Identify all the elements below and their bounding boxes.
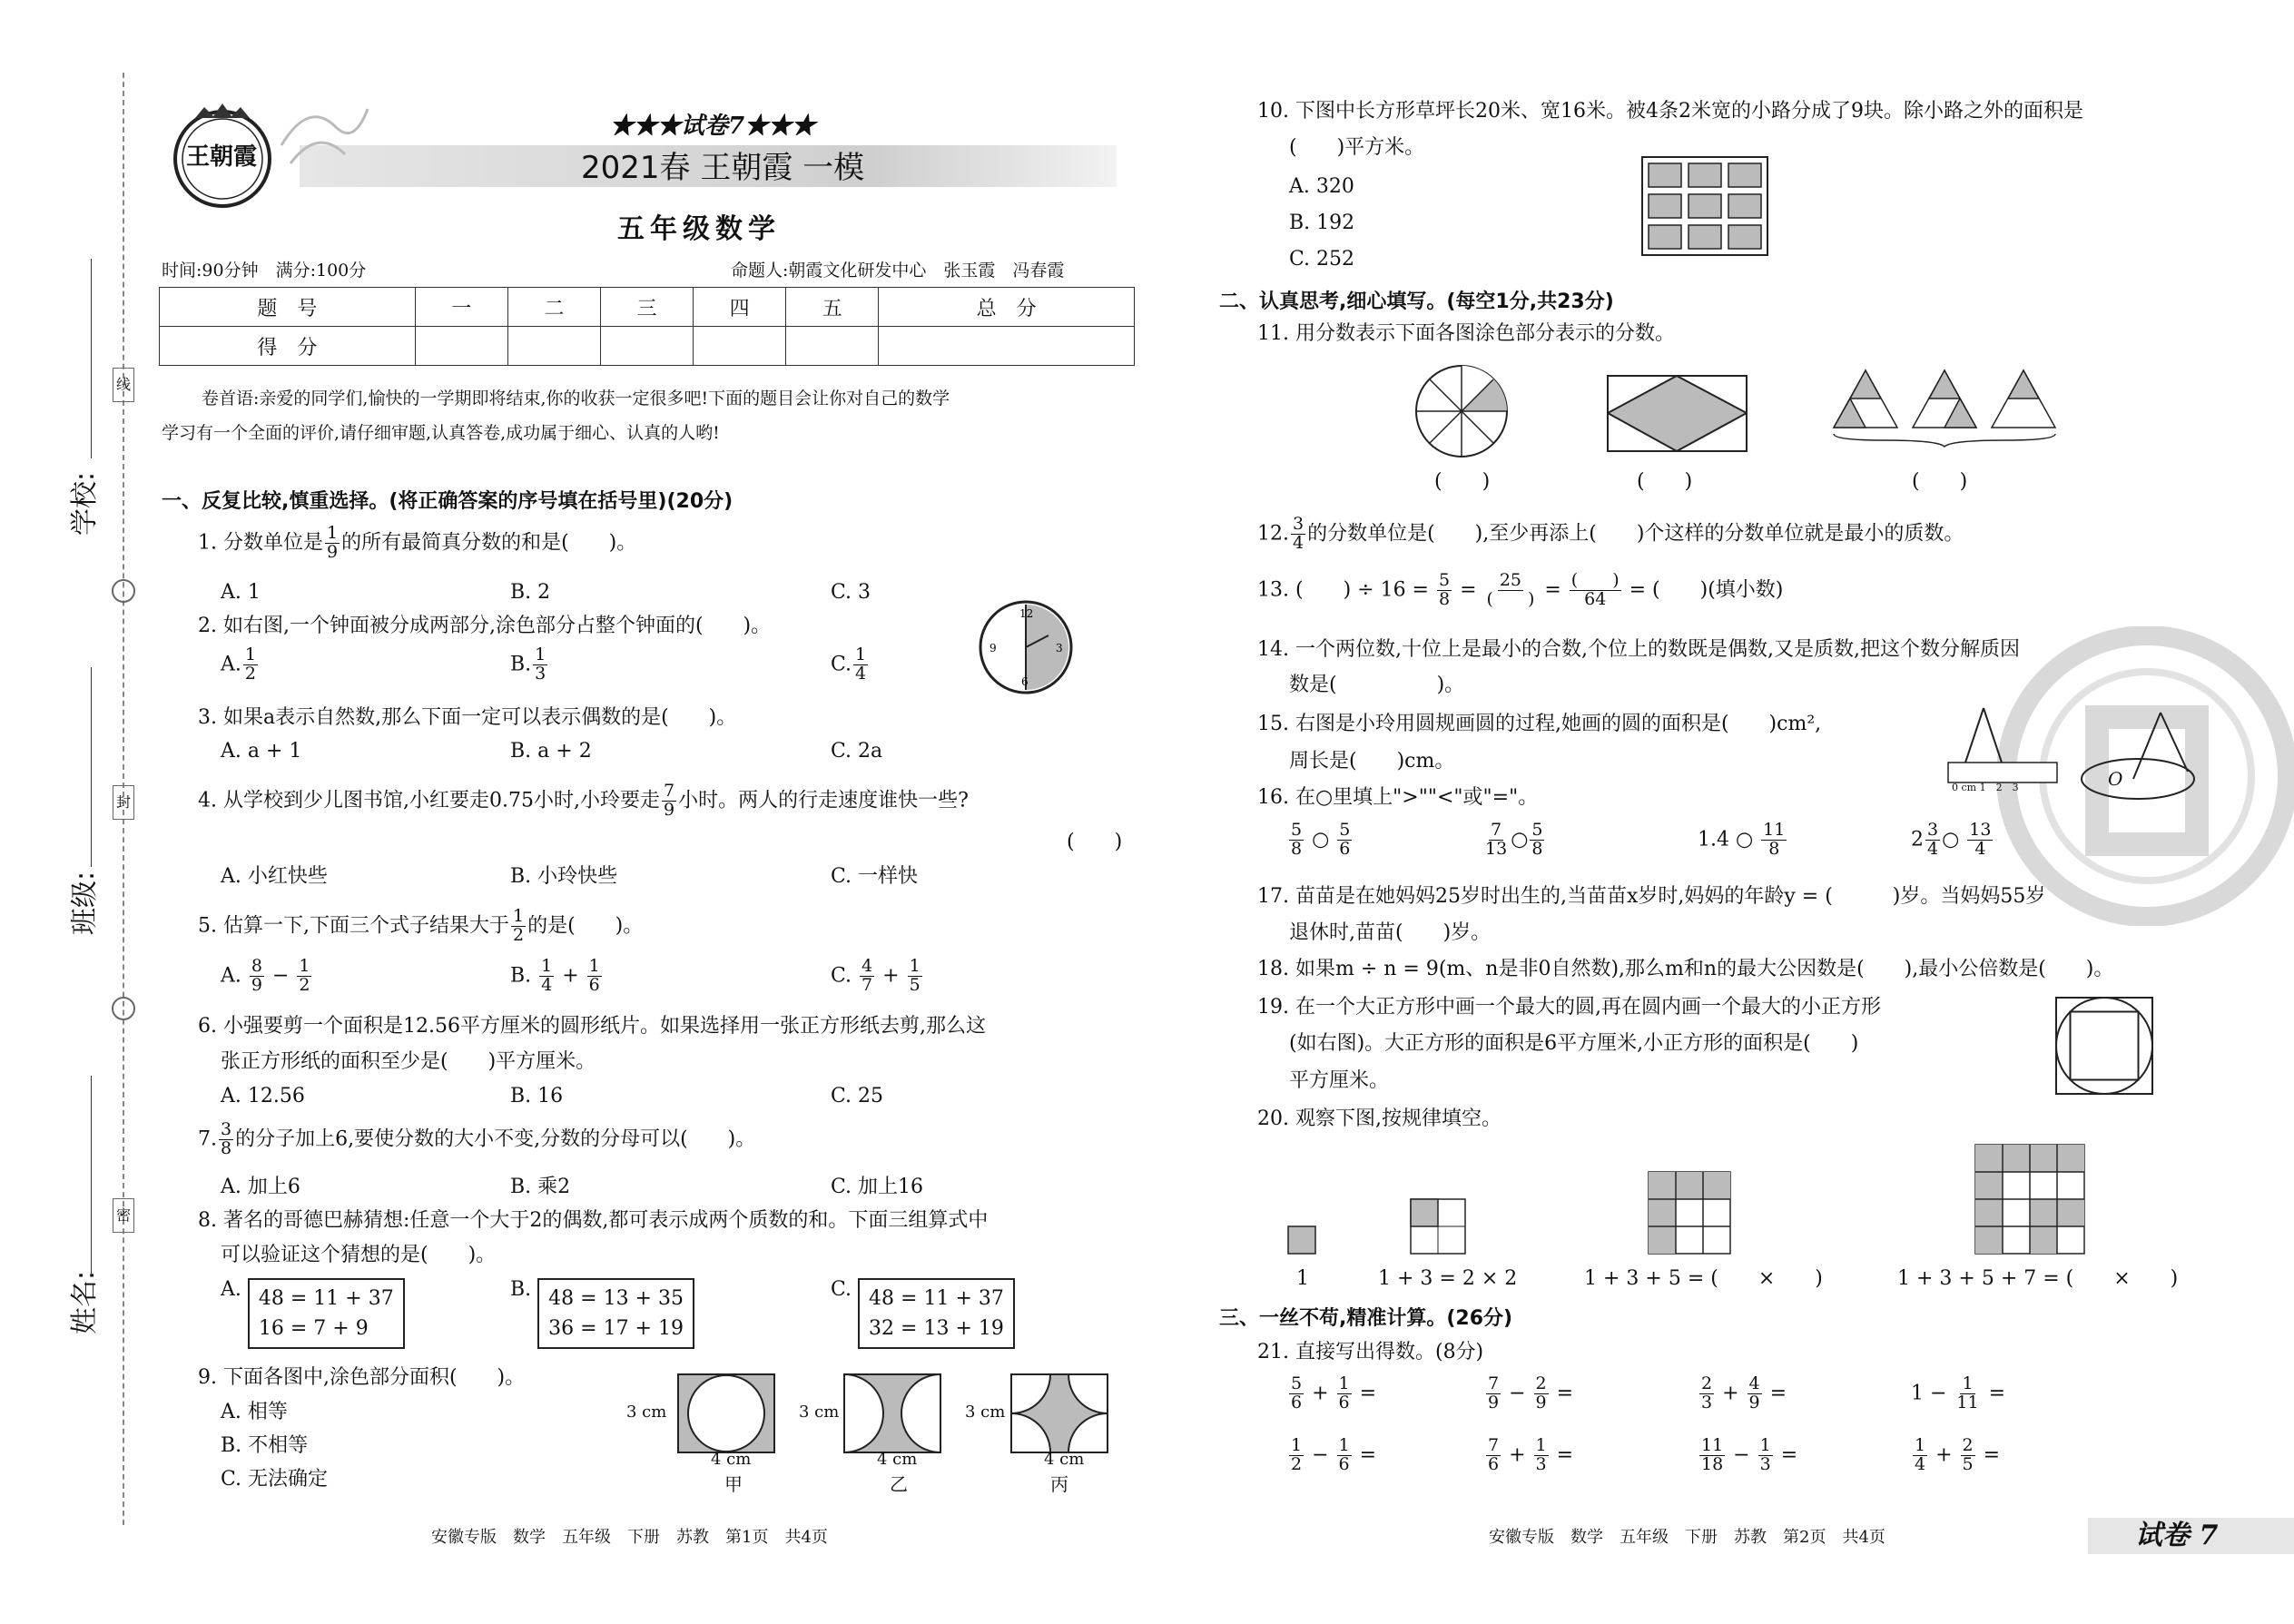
- class-label: 班级:: [69, 871, 101, 935]
- bind-mark-feng: 封: [113, 785, 134, 820]
- time-info: 时间:90分钟 满分:100分: [162, 261, 367, 281]
- pattern-label[interactable]: 1 + 3 + 5 = ( × ): [1584, 1267, 1823, 1290]
- q14-line: 14. 一个两位数,十位上是最小的合数,个位上的数既是偶数,又是质数,把这个数分解质因: [1257, 638, 2020, 661]
- fig-height-label: 3 cm: [965, 1403, 1006, 1422]
- calc-item[interactable]: $\frac{1}{2}$ − $\frac{1}{6}$ =: [1291, 1435, 1377, 1474]
- q16-compare-1[interactable]: $\frac{5}{8}$ ○ $\frac{5}{6}$: [1291, 820, 1351, 859]
- score-head: 五: [786, 288, 879, 327]
- q19-line: 平方厘米。: [1289, 1069, 1390, 1092]
- q5-option-c[interactable]: C. $\frac{4}{7}$ + $\frac{1}{5}$: [831, 956, 921, 995]
- pattern-figure-3: [1648, 1171, 1731, 1255]
- score-cell[interactable]: [879, 327, 1135, 366]
- clock-icon: [976, 597, 1076, 697]
- figure-yi: [842, 1373, 942, 1454]
- school-label: 学校:: [69, 471, 101, 536]
- footer-right: 安徽专版 数学 五年级 下册 苏教 第2页 共4页: [1489, 1528, 1885, 1547]
- q15-line: 15. 右图是小玲用圆规画圆的过程,她画的圆的面积是( )cm²,: [1257, 713, 1822, 735]
- footer-left: 安徽专版 数学 五年级 下册 苏教 第1页 共4页: [431, 1528, 828, 1547]
- score-cell[interactable]: [415, 327, 507, 366]
- name-blank[interactable]: [91, 1076, 92, 1275]
- school-blank[interactable]: [91, 259, 92, 458]
- q10-option-c[interactable]: C. 252: [1289, 248, 1355, 271]
- q3-option-c[interactable]: C. 2a: [831, 740, 883, 763]
- ribbon-icon: [272, 91, 372, 172]
- q4-answer-paren[interactable]: ( ): [1067, 831, 1123, 853]
- svg-text:3: 3: [1056, 642, 1063, 655]
- q7-option-a[interactable]: A. 加上6: [221, 1176, 300, 1198]
- q15-line: 周长是( )cm。: [1289, 750, 1455, 773]
- score-head: 一: [415, 288, 507, 327]
- q8-line: 8. 著名的哥德巴赫猜想:任意一个大于2的偶数,都可表示成两个质数的和。下面三组算式中: [198, 1209, 989, 1232]
- score-head: 二: [507, 288, 600, 327]
- q17-line: 17. 苗苗是在她妈妈25岁时出生的,当苗苗x岁时,妈妈的年龄y = ( )岁。当妈妈55岁: [1257, 885, 2046, 908]
- class-blank[interactable]: [91, 667, 92, 867]
- fig-width-label: 4 cm: [1044, 1450, 1085, 1469]
- q6-line: 6. 小强要剪一个面积是12.56平方厘米的圆形纸片。如果选择用一张正方形纸去剪,那么这: [198, 1015, 986, 1038]
- q16-compare-4[interactable]: 2 $\frac{3}{4}$ ○ $\frac{13}{4}$: [1911, 820, 1992, 859]
- pattern-figure-4: [1974, 1144, 2085, 1255]
- score-cell[interactable]: [600, 327, 693, 366]
- calc-item[interactable]: 1 − $\frac{1}{11}$ =: [1911, 1373, 2006, 1412]
- q19-line: (如右图)。大正方形的面积是6平方厘米,小正方形的面积是( ): [1289, 1032, 1859, 1055]
- score-cell[interactable]: [507, 327, 600, 366]
- q3-option-b[interactable]: B. a + 2: [510, 740, 592, 763]
- fig-height-label: 3 cm: [799, 1403, 840, 1422]
- q2-option-c[interactable]: C. $\frac{1}{4}$: [831, 645, 867, 684]
- pattern-figure-2: [1410, 1198, 1466, 1255]
- pattern-label: 1: [1296, 1267, 1309, 1290]
- score-head: 总 分: [879, 288, 1135, 327]
- author-info: 命题人:朝霞文化研发中心 张玉霞 冯春霞: [731, 261, 1065, 281]
- q5: 5. 估算一下,下面三个式子结果大于 $\frac{1}{2}$ 的是( )。: [198, 906, 644, 945]
- score-head: 三: [600, 288, 693, 327]
- score-head: 四: [694, 288, 786, 327]
- q9-option-b[interactable]: B. 不相等: [221, 1434, 309, 1457]
- q2-text: 2. 如右图,一个钟面被分成两部分,涂色部分占整个钟面的( )。: [198, 615, 772, 637]
- hole-icon: [112, 997, 135, 1020]
- q4-option-c[interactable]: C. 一样快: [831, 865, 919, 888]
- calc-item[interactable]: $\frac{7}{9}$ − $\frac{2}{9}$ =: [1488, 1373, 1574, 1412]
- q12: 12. $\frac{3}{4}$ 的分数单位是( ),至少再添上( )个这样的分数单位就是最小的质数。: [1257, 514, 1964, 553]
- answer-paren[interactable]: ( ): [1637, 470, 1693, 493]
- lawn-figure: [1641, 156, 1768, 256]
- q7: 7. $\frac{3}{8}$ 的分子加上6,要使分数的大小不变,分数的分母可以( )。: [198, 1119, 756, 1158]
- center-label: O: [2108, 768, 2123, 790]
- intro-line: 学习有一个全面的评价,请仔细审题,认真答卷,成功属于细心、认真的人哟!: [162, 423, 720, 443]
- q2-option-a[interactable]: A. $\frac{1}{2}$: [221, 645, 256, 684]
- fig-width-label: 4 cm: [711, 1450, 752, 1469]
- figure-jia: [676, 1373, 776, 1454]
- fig-name: 丙: [1050, 1473, 1068, 1495]
- footer-tag: 试卷 7: [2135, 1520, 2219, 1551]
- section-1-heading: 一、反复比较,慎重选择。(将正确答案的序号填在括号里)(20分): [162, 490, 733, 513]
- q8-option-c[interactable]: C. 48 = 11 + 37 32 = 13 + 19: [831, 1278, 1015, 1349]
- q8-option-a[interactable]: A. 48 = 11 + 37 16 = 7 + 9: [221, 1278, 405, 1349]
- score-cell[interactable]: [786, 327, 879, 366]
- q6-option-a[interactable]: A. 12.56: [221, 1085, 305, 1107]
- q3-text: 3. 如果a表示自然数,那么下面一定可以表示偶数的是( )。: [198, 706, 737, 729]
- q6-line: 张正方形纸的面积至少是( )平方厘米。: [221, 1050, 596, 1073]
- calc-item[interactable]: $\frac{2}{3}$ + $\frac{4}{9}$ =: [1701, 1373, 1787, 1412]
- q9-text: 9. 下面各图中,涂色部分面积( )。: [198, 1366, 526, 1389]
- name-label: 姓名:: [69, 1270, 101, 1334]
- fig-name: 乙: [890, 1473, 908, 1495]
- exam-title: 2021春 王朝霞 一模: [581, 150, 865, 186]
- q4-option-b[interactable]: B. 小玲快些: [510, 865, 618, 888]
- rhombus-figure: [1607, 375, 1748, 452]
- q8-line: 可以验证这个猜想的是( )。: [221, 1244, 497, 1266]
- q1-option-c[interactable]: C. 3: [831, 581, 871, 604]
- q9-option-a[interactable]: A. 相等: [221, 1401, 288, 1423]
- hole-icon: [112, 579, 135, 603]
- q16-text: 16. 在○里填上">""<"或"="。: [1257, 786, 1539, 809]
- q7-option-c[interactable]: C. 加上16: [831, 1176, 924, 1198]
- q1: [198, 525, 636, 562]
- q9-option-c[interactable]: C. 无法确定: [221, 1468, 329, 1491]
- score-table: [159, 287, 1135, 366]
- q1-text-a: 1. 分数单位是: [198, 531, 323, 555]
- q1-text-b: 的所有最简真分数的和是( )。: [341, 531, 637, 555]
- q20-text: 20. 观察下图,按规律填空。: [1257, 1107, 1501, 1130]
- calc-item[interactable]: $\frac{1}{4}$ + $\frac{2}{5}$ =: [1915, 1435, 2001, 1474]
- q19-line: 19. 在一个大正方形中画一个最大的圆,再在圆内画一个最大的小正方形: [1257, 996, 1881, 1019]
- q10-line: ( )平方米。: [1289, 136, 1425, 159]
- ruler-label: 0 cm 1 2 3: [1952, 782, 2019, 793]
- equation-box: 48 = 13 + 35 36 = 17 + 19: [537, 1278, 694, 1349]
- section-2-heading: 二、认真思考,细心填写。(每空1分,共23分): [1219, 290, 1614, 313]
- answer-paren[interactable]: ( ): [1912, 470, 1968, 493]
- q5-option-a[interactable]: A. $\frac{8}{9}$ − $\frac{1}{2}$: [221, 956, 310, 995]
- score-cell[interactable]: [694, 327, 786, 366]
- square-circle-figure: [2054, 996, 2154, 1096]
- q1-option-a[interactable]: A. 1: [221, 581, 261, 604]
- subject-title: 五年级数学: [617, 213, 781, 245]
- equation-box: 48 = 11 + 37 16 = 7 + 9: [248, 1278, 405, 1349]
- score-head: 题 号: [160, 288, 416, 327]
- score-label: 得 分: [160, 327, 416, 366]
- figure-bing: [1009, 1373, 1109, 1454]
- q17-line: 退休时,苗苗( )岁。: [1289, 921, 1492, 944]
- q10-option-a[interactable]: A. 320: [1289, 175, 1354, 198]
- q16-compare-3[interactable]: 1.4 ○ $\frac{11}{8}$: [1698, 820, 1786, 859]
- triangles-figure: [1829, 366, 2061, 448]
- q13[interactable]: 13. ( ) ÷ 16 = $\frac{5}{8}$ = $\frac{25}{( )}$ = $\frac{( )}{64}$ = ( )(填小数): [1257, 570, 1784, 609]
- svg-text:9: 9: [989, 642, 997, 655]
- q5-option-b[interactable]: B. $\frac{1}{4}$ + $\frac{1}{6}$: [510, 956, 600, 995]
- equation-box: 48 = 11 + 37 32 = 13 + 19: [858, 1278, 1015, 1349]
- calc-item[interactable]: $\frac{11}{18}$ − $\frac{1}{3}$ =: [1701, 1435, 1798, 1474]
- q21-text: 21. 直接写出得数。(8分): [1257, 1341, 1484, 1363]
- q6-option-c[interactable]: C. 25: [831, 1085, 884, 1107]
- intro-line: 卷首语:亲爱的同学们,愉快的一学期即将结束,你的收获一定很多吧!下面的题目会让你对自己的数学: [202, 389, 950, 408]
- answer-paren[interactable]: ( ): [1434, 470, 1491, 493]
- pattern-label: 1 + 3 = 2 × 2: [1378, 1267, 1518, 1290]
- q8-option-b[interactable]: B. 48 = 13 + 35 36 = 17 + 19: [510, 1278, 694, 1349]
- logo-text: 王朝霞: [186, 143, 258, 171]
- q2-option-b[interactable]: B. $\frac{1}{3}$: [510, 645, 546, 684]
- svg-text:12: 12: [1019, 607, 1034, 620]
- pattern-label[interactable]: 1 + 3 + 5 + 7 = ( × ): [1897, 1267, 2179, 1290]
- pie-figure: [1412, 361, 1511, 461]
- bind-mark-xian: 线: [113, 368, 134, 402]
- q10-option-b[interactable]: B. 192: [1289, 212, 1355, 234]
- fig-name: 甲: [724, 1473, 743, 1495]
- q1-option-b[interactable]: B. 2: [510, 581, 551, 604]
- fraction: $\frac{1}{9}$: [326, 523, 339, 562]
- svg-text:6: 6: [1021, 675, 1029, 688]
- series-title: ★★★试卷7★★★: [610, 113, 816, 140]
- calc-item[interactable]: $\frac{7}{6}$ + $\frac{1}{3}$ =: [1488, 1435, 1574, 1474]
- q7-option-b[interactable]: B. 乘2: [510, 1176, 571, 1198]
- q14-line: 数是( )。: [1289, 674, 1465, 696]
- q16-compare-2[interactable]: $\frac{7}{13}$ ○ $\frac{5}{8}$: [1485, 820, 1543, 859]
- section-3-heading: 三、一丝不苟,精准计算。(26分): [1219, 1307, 1513, 1330]
- q11-text: 11. 用分数表示下面各图涂色部分表示的分数。: [1257, 322, 1675, 345]
- q18-text: 18. 如果m ÷ n = 9(m、n是非0自然数),那么m和n的最大公因数是( ),最小公倍数是( )。: [1257, 958, 2114, 980]
- q6-option-b[interactable]: B. 16: [510, 1085, 564, 1107]
- pattern-figure-1: [1287, 1225, 1316, 1255]
- q10-line: 10. 下图中长方形草坪长20米、宽16米。被4条2米宽的小路分成了9块。除小路之外的面积是: [1257, 100, 2083, 123]
- fig-width-label: 4 cm: [877, 1450, 918, 1469]
- q3-option-a[interactable]: A. a + 1: [221, 740, 302, 763]
- fig-height-label: 3 cm: [626, 1403, 667, 1422]
- bind-mark-mi: 密: [113, 1198, 134, 1233]
- q4-option-a[interactable]: A. 小红快些: [221, 865, 328, 888]
- q4: 4. 从学校到少儿图书馆,小红要走0.75小时,小玲要走 $\frac{7}{9}$ 小时。两人的行走速度谁快一些?: [198, 781, 969, 820]
- calc-item[interactable]: $\frac{5}{6}$ + $\frac{1}{6}$ =: [1291, 1373, 1377, 1412]
